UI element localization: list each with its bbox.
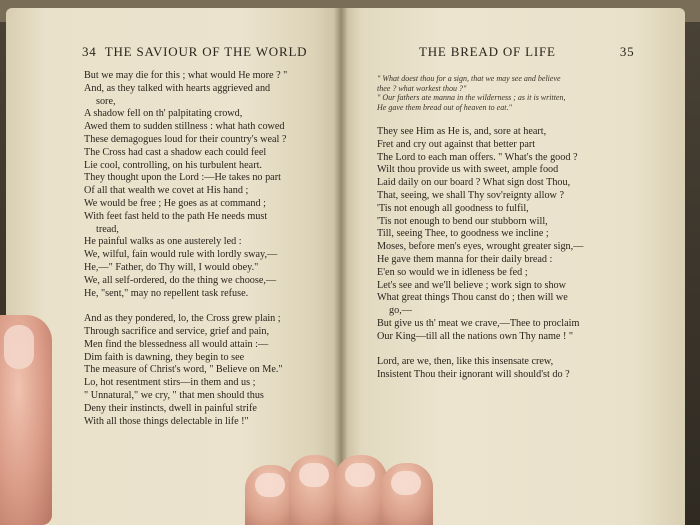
right-poem-line: The Lord to each man offers. " What's the good ? (377, 151, 578, 163)
right-poem-line: 'Tis not enough to bend our stubborn will, (377, 215, 548, 227)
right-poem-line: Laid daily on our board ? What sign dost Thou, (377, 177, 571, 189)
right-page (341, 8, 685, 525)
right-poem-line: Insistent Thou their ignorant will should'st do ? (377, 369, 570, 381)
left-poem-line: He, "sent," may no repellent task refuse. (84, 287, 249, 299)
left-poem-line: He,—" Father, do Thy will, I would obey." (84, 261, 259, 273)
right-poem-line: Till, seeing Thee, to goodness we incline ; (377, 228, 549, 240)
left-poem-line: We would be free ; He goes as at command ; (84, 197, 266, 209)
left-poem-line: Of all that wealth we covet at His hand ; (84, 185, 249, 197)
left-poem-line: tread, (96, 223, 119, 235)
right-poem-line: But give us th' meat we crave,—Thee to proclaim (377, 317, 580, 329)
left-poem-line: Lie cool, controlling, on his turbulent heart. (84, 159, 262, 171)
left-poem-line: Lo, hot resentment stirs—in them and us ; (84, 377, 256, 389)
finger (381, 463, 433, 525)
left-poem-line: They thought upon the Lord :—He takes no part (84, 172, 281, 184)
left-running-head (82, 44, 307, 60)
left-poem-line: These demagogues loud for their country's weal ? (84, 133, 287, 145)
open-book (6, 8, 696, 525)
left-poem-line: We, wilful, fain would rule with lordly sway,— (84, 249, 278, 261)
left-running-title: THE SAVIOUR OF THE WORLD (104, 44, 308, 59)
epigraph-line: He gave them bread out of heaven to eat." (377, 102, 512, 112)
right-page-number: 35 (619, 44, 635, 59)
right-poem-line: Let's see and we'll believe ; work sign to show (377, 279, 566, 291)
left-poem-line: Awed them to sudden stillness : what hath cowed (84, 121, 285, 133)
left-poem-line: Through sacrifice and service, grief and pain, (84, 325, 269, 337)
right-poem-line: Wilt thou provide us with sweet, ample food (377, 164, 559, 176)
fingernail (391, 471, 421, 495)
fingernail (299, 463, 329, 487)
fingernail (345, 463, 375, 487)
right-poem-line: 'Tis not enough all goodness to fulfil, (377, 202, 529, 214)
right-poem-line: go,— (389, 305, 412, 317)
stanza-break (84, 300, 287, 313)
left-poem-line: The Cross had cast a shadow each could feel (84, 146, 267, 158)
left-poem-line: And as they pondered, lo, the Cross grew plain ; (84, 313, 281, 325)
finger (335, 455, 387, 525)
right-poem-line: He gave them manna for their daily bread : (377, 253, 553, 265)
epigraph-line: " What doest thou for a sign, that we may see and believe (377, 74, 561, 83)
left-poem-line: He painful walks as one austerely led : (84, 236, 242, 248)
epigraph-line: " Our fathers ate manna in the wilderness ; as it is written, (377, 93, 566, 103)
left-poem-line: " Unnatural," we cry, " that men should thus (84, 389, 264, 401)
finger (289, 455, 341, 525)
holding-fingers (245, 452, 455, 525)
epigraph (377, 74, 565, 112)
right-poem-line: That, seeing, we shall Thy sov'reignty allow ? (377, 189, 564, 201)
left-poem-line: sore, (96, 95, 116, 107)
left-poem-line: With all those things delectable in life !" (84, 415, 249, 427)
right-poem-line: Moses, before men's eyes, wrought greater sign,— (377, 241, 584, 253)
left-poem-line: A shadow fell on th' palpitating crowd, (84, 108, 243, 120)
stanza-break (377, 344, 583, 357)
left-poem-line: The measure of Christ's word, " Believe on Me." (84, 364, 283, 376)
left-poem-line: But we may die for this ; what would He more ? " (84, 70, 288, 81)
right-poem-text (377, 126, 583, 382)
left-poem-line: And, as they talked with hearts aggrieved and (84, 82, 271, 94)
thumb-nail (4, 325, 34, 369)
left-page (6, 8, 341, 525)
left-poem-line: Deny their instincts, dwell in painful strife (84, 402, 257, 414)
left-poem-text (84, 70, 287, 428)
left-poem-line: Dim faith is dawning, they begin to see (84, 351, 245, 363)
right-running-head (419, 44, 634, 60)
left-page-number: 34 (82, 44, 97, 59)
right-poem-line: They see Him as He is, and, sore at heart, (377, 126, 547, 137)
right-poem-line: Our King—till all the nations own Thy name ! " (377, 330, 574, 342)
fingernail (255, 473, 285, 497)
right-running-title: THE BREAD OF LIFE (419, 44, 556, 59)
right-poem-line: Fret and cry out against that better part (377, 138, 536, 150)
right-poem-line: What great things Thou canst do ; then will we (377, 292, 568, 304)
book-gutter (334, 8, 348, 525)
left-poem-line: We, all self-ordered, do the thing we choose,— (84, 274, 277, 286)
left-poem-line: With feet fast held to the path He needs must (84, 210, 268, 222)
right-poem-line: Lord, are we, then, like this insensate crew, (377, 356, 554, 368)
right-poem-line: E'en so would we in idleness be fed ; (377, 266, 528, 278)
epigraph-line: thee ? what workest thou ?" (377, 83, 467, 93)
left-poem-line: Men find the blessedness all would attain :— (84, 338, 269, 350)
